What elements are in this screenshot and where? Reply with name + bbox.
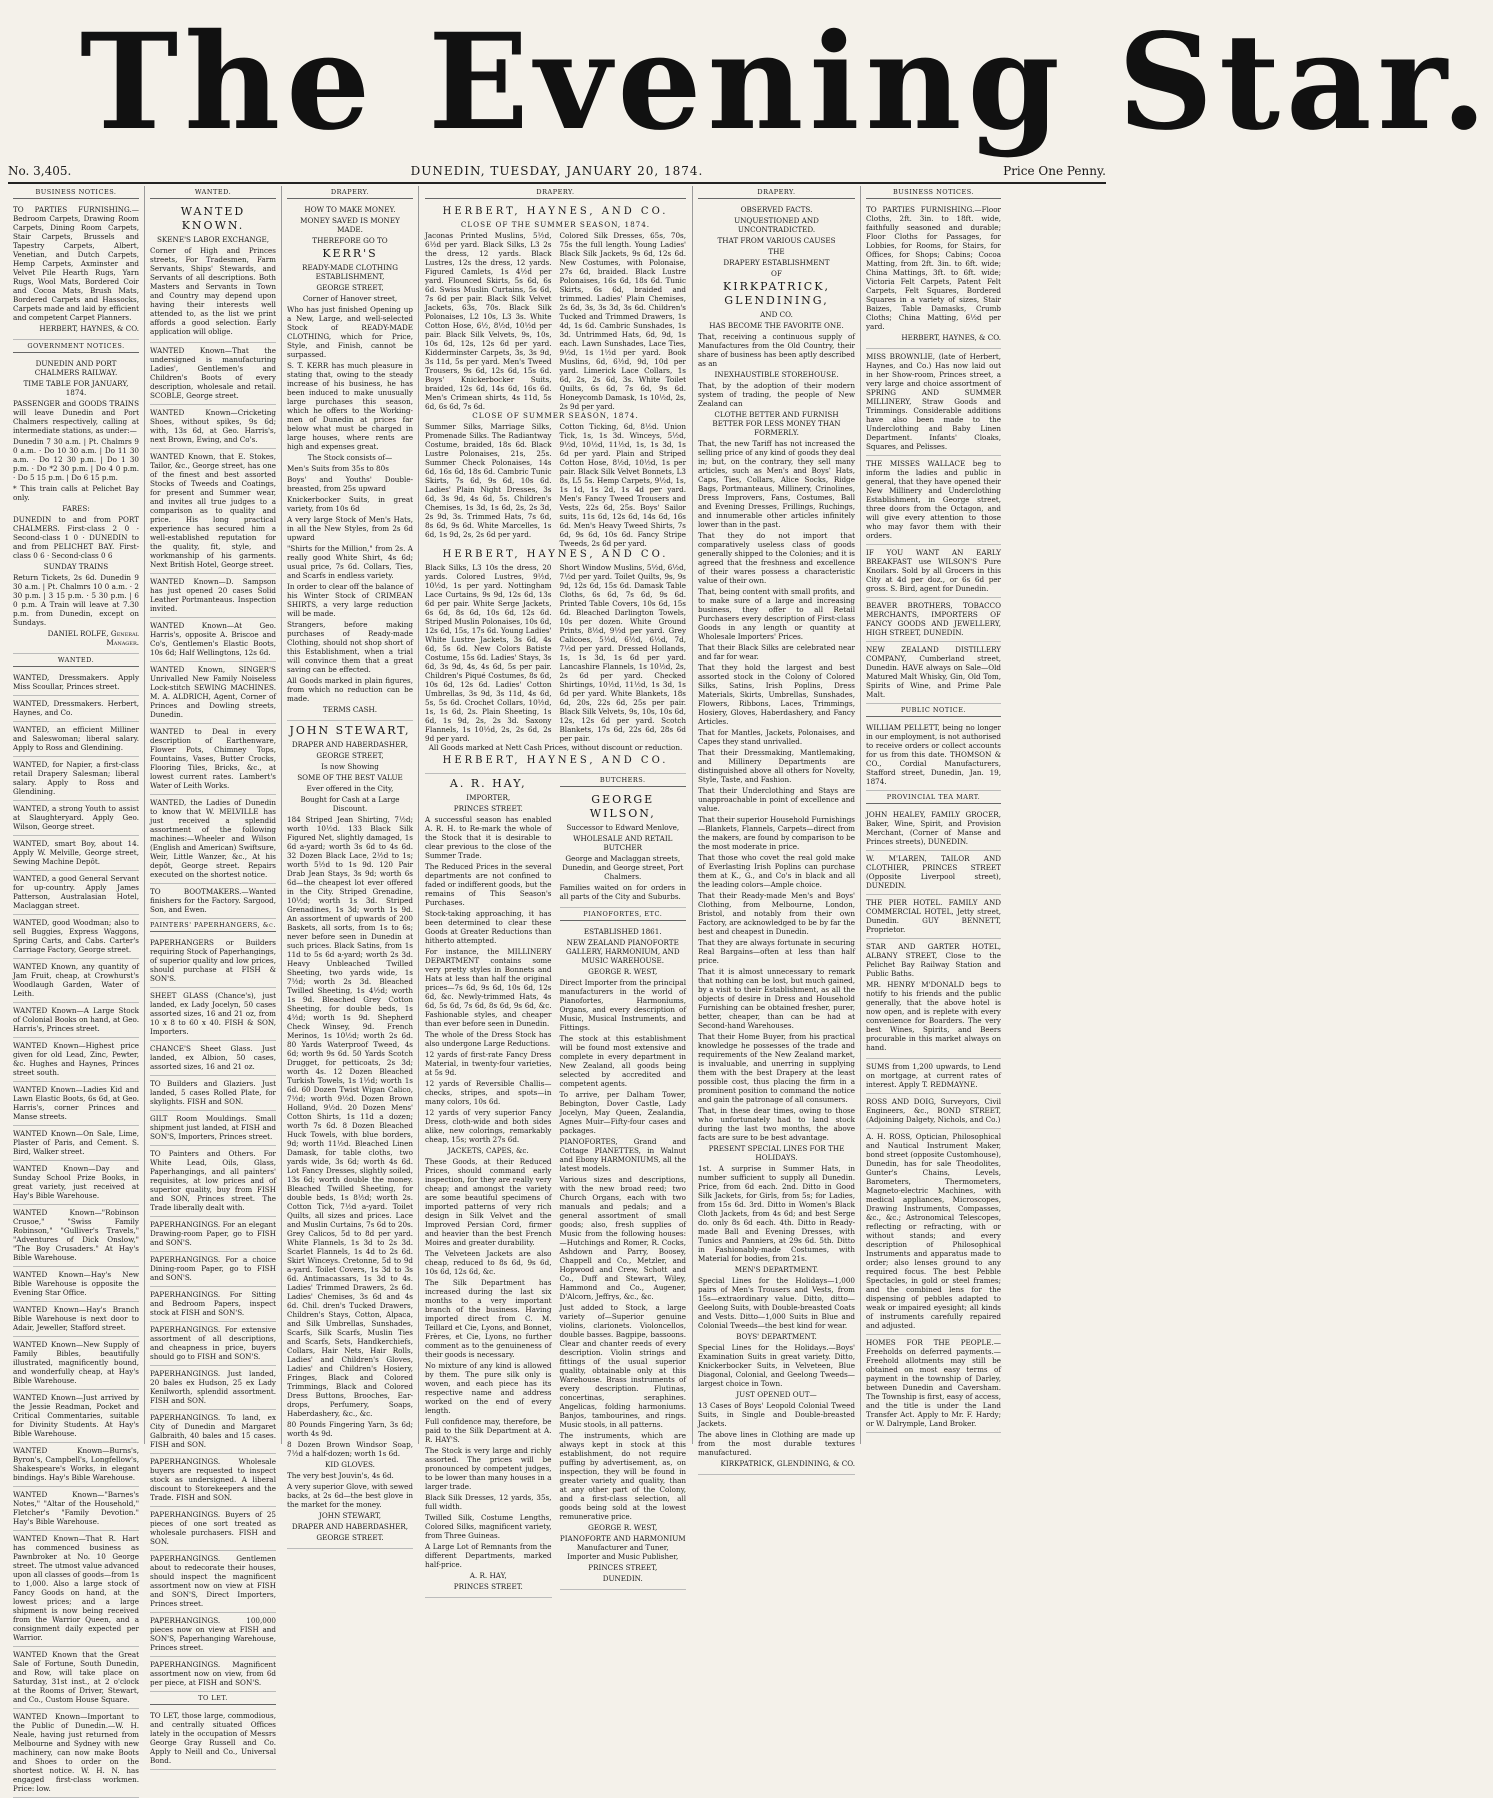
ad-line: WHOLESALE AND RETAIL BUTCHER bbox=[573, 834, 673, 852]
advertisement: WANTED Known—"Robinson Crusoe," "Swiss Family Robinson," "Gulliver's Travels," "Adventures of Dick Onslow," "The Boy Crusaders." At Hay's Bible Warehouse. bbox=[13, 1205, 139, 1267]
advertisement bbox=[866, 202, 1001, 349]
advertisement: TO BOOTMAKERS.—Wanted finishers for the Factory. Sargood, Son, and Ewen. bbox=[150, 884, 276, 919]
ad-line: DRAPER AND HABERDASHER, bbox=[291, 740, 409, 749]
advertisement: WANTED Known—Important to the Public of Dunedin.—W. H. Neale, having just returned from Melbourne and Sydney with new machinery, can now make Boots and Shoes to order on the shortest notice. W. H. N. has engaged first-class workmen. Price: low. bbox=[13, 1709, 139, 1798]
ad-subtitle: TIME TABLE FOR JANUARY, 1874. bbox=[23, 379, 129, 397]
ad-subtitle: SUNDAY TRAINS bbox=[43, 562, 109, 571]
advertisement: WANTED Known—That the undersigned is manufacturing Ladies', Gentlemen's and Children's Boots of every description, wholesale and retail. SCOBLE, George street. bbox=[150, 343, 276, 405]
timetable-rows: Dunedin 7 30 a.m. | Pt. Chalmrs 9 0 a.m. · Do 10 30 a.m. | Do 11 30 a.m. · Do 12 30 p.m. | Do 1 30 p.m. · Do *2 30 p.m. | Do 4 0 p.m. · Do 5 15 p.m. | Do 6 15 p.m. bbox=[13, 437, 139, 482]
kerr-advertisement bbox=[287, 202, 413, 721]
ad-line: PRINCES STREET. bbox=[453, 804, 523, 813]
lower-split bbox=[425, 774, 686, 1598]
ad-text: 13 Cases of Boys' Leopold Colonial Tweed Suits, in Single and Double-breasted Jackets. bbox=[698, 1401, 855, 1428]
section-heading: PUBLIC NOTICE. bbox=[866, 704, 1001, 717]
price-list-right: Cotton Ticking, 6d, 8½d. Union Tick, 1s, 1s 3d. Winceys, 5½d, 9½d, 10½d, 11½d, 1s, 1s 3d, 1s 6d per yard. Plain and Striped Cotton Hose, 8½d, 10½d, 1s per pair. Black Silk Velvet Bonnets, L3 8s, L5 5s. Hemp Carpets, 9½d, 1s, 1s 1d, 1s 2d, 1s 4d per yard. Men's Fancy Tweed Trousers and Vests, 22s 6d, 25s. Boys' Sailor suits, 11s 6d, 12s 6d, 14s 6d, 16s 6d. Men's Heavy Tweed Shirts, 7s 6d, 9s 6d, 10s 6d. Fancy Stripe Tweeds, 2s 6d per yard. bbox=[559, 422, 686, 548]
section-heading: PIANOFORTES, ETC. bbox=[560, 908, 687, 921]
section-heading: DRAPERY. bbox=[698, 186, 855, 199]
ad-line: PRINCES STREET, bbox=[588, 1563, 658, 1572]
advertisement: WANTED Known, SINGER'S Unrivalled New Family Noiseless Lock-stitch SEWING MACHINES. M. A. ALDRICH, Agent, Corner of Princes and Dowling streets, Dunedin. bbox=[150, 662, 276, 724]
ad-line: IMPORTER, bbox=[466, 793, 511, 802]
section-heading: DRAPERY. bbox=[425, 186, 686, 199]
ad-line: HOW TO MAKE MONEY. bbox=[304, 205, 396, 214]
advertisement: PAPERHANGERS or Builders requiring Stock of Paperhangings, of superior quality and low prices, should purchase at FISH & SON'S. bbox=[150, 935, 276, 988]
ad-signature: DANIEL ROLFE, General Manager. bbox=[47, 629, 139, 647]
ad-text: Boys' and Youths' Double-breasted, from 25s upward bbox=[287, 475, 413, 493]
ad-line: KID GLOVES. bbox=[325, 1460, 375, 1469]
advertisement: PAPERHANGINGS. Just landed, 20 bales ex Hudson, 25 ex Lady Kenilworth, splendid assortment. FISH and SON. bbox=[150, 1366, 276, 1410]
advertisement: PAPERHANGINGS. To land, ex City of Dunedin and Margaret Galbraith, 40 bales and 15 cases. FISH and SON. bbox=[150, 1410, 276, 1454]
ad-text: Just added to Stock, a large variety of—Superior genuine violins, clarionets. Violoncellos, double basses. Bagpipe, bassoons. Clear and chanter reeds of every description. Violin strings and fittings of the usual superior quality, obtainable only at this Warehouse. Brass instruments of every description. Flutinas, concertinas, seraphines. Angelicas, folding harmoniums. Banjos, tambourines, and rings. Music stools, in all patterns. bbox=[559, 1303, 686, 1429]
ad-line: GEORGE STREET, bbox=[316, 751, 384, 760]
column-3 bbox=[282, 186, 419, 1542]
ad-subtitle: CLOSE OF THE SUMMER SEASON, 1874. bbox=[460, 220, 651, 229]
price-list bbox=[425, 563, 686, 743]
ad-text: The Velveteen Jackets are also cheap, reduced to 8s 6d, 9s 6d, 10s 6d, 12s 6d, &c. bbox=[425, 1249, 552, 1276]
ad-text: The very best Jouvin's, 4s 6d. bbox=[287, 1471, 394, 1480]
ad-title: JOHN STEWART, bbox=[289, 724, 411, 737]
ad-text: That their Dressmaking, Mantlemaking, and Millinery Departments are distinguished above all others for Novelty, Style, Taste, and Fashion. bbox=[698, 748, 855, 784]
advertisement: WANTED Known—"Barnes's Notes," "Altar of the Household," Fletcher's "Family Devotion." Hay's Bible Warehouse. bbox=[13, 1487, 139, 1531]
ad-line: ESTABLISHED 1861. bbox=[583, 927, 662, 936]
ad-line: JOHN STEWART, bbox=[318, 1511, 382, 1520]
ad-line: DRAPER AND HABERDASHER, bbox=[291, 1522, 409, 1531]
advertisement bbox=[13, 202, 139, 340]
ar-hay-advertisement bbox=[425, 774, 552, 1598]
ad-text: Who has just finished Opening up a New, Large, and well-selected Stock of READY-MADE CLOTHING, which for Price, Style, and Finish, cannot be surpassed. bbox=[287, 305, 413, 359]
advertisement: IF YOU WANT AN EARLY BREAKFAST use WILSON'S Pure Knoilars. Sold by all Grocers in this City at 4d per doz., or 6s 6d per gross. S. Bird, agent for Dunedin. bbox=[866, 545, 1001, 598]
advertisement: JOHN HEALEY, FAMILY GROCER, Baker, Wine, Spirit, and Provision Merchant, (Corner of Manse and Princes streets), DUNEDIN. bbox=[866, 807, 1001, 851]
advertisement: WANTED Known—Burns's, Byron's, Campbell's, Longfellow's, Shakespeare's Works, in elegant bindings. Hay's Bible Warehouse. bbox=[13, 1443, 139, 1487]
ad-text: That, by the adoption of their modern system of trading, the people of New Zealand can bbox=[698, 381, 855, 408]
ad-text: Stock-taking approaching, it has been determined to clear these Goods at Greater Reductions than hitherto attempted. bbox=[425, 909, 552, 945]
advertisement: PAPERHANGINGS. For an elegant Drawing-room Paper, go to FISH and SON'S. bbox=[150, 1217, 276, 1252]
ad-text: STAR AND GARTER HOTEL, ALBANY STREET, Close to the Pelichet Bay Railway Station and Public Baths. bbox=[866, 942, 1001, 978]
john-stewart-advertisement bbox=[287, 721, 413, 1549]
advertisement: WANTED Known—At Geo. Harris's, opposite A. Briscoe and Co's, Gentlemen's Elastic Boots, 10s 6d; Half Wellingtons, 12s 6d. bbox=[150, 618, 276, 662]
advertisement: WANTED, a strong Youth to assist at Slaughteryard. Apply Geo. Wilson, George street. bbox=[13, 801, 139, 836]
section-heading: PAINTERS' PAPERHANGERS, &c. bbox=[150, 919, 276, 932]
ad-text: Knickerbocker Suits, in great variety, from 10s 6d bbox=[287, 495, 413, 513]
advertisement: WANTED Known—That R. Hart has commenced business as Pawnbroker at No. 10 George street. The utmost value advanced upon all classes of goods—from 1s to 1,000. Also a large stock of Fancy Goods on hand, at the lowest prices; and a large shipment is now being received from the Warrior Queen, and a consignment daily expected per Warrior. bbox=[13, 1531, 139, 1647]
advertisement: WILLIAM PELLETT, being no longer in our employment, is not authorised to receive orders or collect accounts for us from this date. THOMSON & CO., Cordial Manufacturers, Stafford street, Dunedin, Jan. 19, 1874. bbox=[866, 720, 1001, 791]
ad-line: George and Maclaggan streets, Dunedin, and George street, Port Chalmers. bbox=[562, 854, 684, 881]
advertisement: WANTED Known—D. Sampson has just opened 20 cases Solid Leather Portmanteaus. Inspection invited. bbox=[150, 574, 276, 618]
right-half bbox=[560, 774, 687, 1598]
butcher-advertisement bbox=[560, 790, 687, 908]
advertisement: PAPERHANGINGS. Gentlemen about to redecorate their houses, should inspect the magnificent assortment now on view at FISH and SON'S, Direct Importers, Princes street. bbox=[150, 1551, 276, 1613]
ad-text: A very large Stock of Men's Hats, in all the New Styles, from 2s 6d upward bbox=[287, 515, 413, 542]
advertisement: WANTED Known, that E. Stokes, Tailor, &c., George street, has one of the finest and best assorted Stocks of Tweeds and Coatings, for present and Summer wear, and invites all true judges to a comparison as to quality and price. His long practical experience has secured him a well-established reputation for the quality, fit, style, and workmanship of his garments. Next British Hotel, George street. bbox=[150, 449, 276, 574]
ad-title: WANTED KNOWN. bbox=[180, 205, 246, 232]
ad-line: PRINCES STREET. bbox=[453, 1582, 523, 1591]
ad-title: HERBERT, HAYNES, AND CO. bbox=[442, 549, 669, 560]
advertisement: WANTED Known—Hay's Branch Bible Warehouse is next door to Adair, Jeweller, Stafford street. bbox=[13, 1302, 139, 1337]
advertisement bbox=[150, 202, 276, 343]
column-6 bbox=[693, 186, 861, 1468]
price-list-left: Summer Silks, Marriage Silks, Promenade Silks. The Radiantway Costume, braided, 18s 6d. Black Lustre Polonaises, 21s, 25s. Summer Check Polonaises, 14s 6d, 16s 6d, 18s 6d. Cambric Tunic Skirts, 7s 6d, 9s 6d, 10s 6d. Ladies' Plain Night Dresses, 3s 6d, 3s 9d, 4s 6d, 5s. Children's Chemises, 1s 3d, 1s 6d, 2s, 2s 3d, 2s 9d, 3s. Trimmed Hats, 7s 6d, 8s 6d, 9s 6d. White Marcelles, 1s 6d, 1s 9d, 2s, 2s 6d per yard. bbox=[425, 422, 552, 539]
advertisement: NEW ZEALAND DISTILLERY COMPANY, Cumberland street, Dunedin. HAVE always on Sale—Old Matured Malt Whisky, Gin, Old Tom, Spirits of Wine, and Prime Pale Malt. bbox=[866, 642, 1001, 704]
column-2 bbox=[145, 186, 282, 1765]
advertisement: WANTED Known—Highest price given for old Lead, Zinc, Pewter, &c. Hughes and Haynes, Princes street south. bbox=[13, 1038, 139, 1082]
ad-line: JUST OPENED OUT— bbox=[736, 1390, 817, 1399]
ad-text: That they do not import that comparatively useless class of goods generally shipped to the Colonies; and it is agreed that the freshness and excellence of their wares possess a characteristic value of their own. bbox=[698, 531, 855, 585]
ad-text: That their Ready-made Men's and Boys' Clothing, from Melbourne, London, Bristol, and notably from their own Factory, are acknowledged to be by far the best and cheapest in Dunedin. bbox=[698, 891, 855, 936]
section-heading: PROVINCIAL TEA MART. bbox=[866, 791, 1001, 804]
ad-line: CLOTHE BETTER AND FURNISH BETTER FOR LESS MONEY THAN FORMERLY. bbox=[712, 410, 841, 437]
ad-text: The above lines in Clothing are made up from the most durable textures manufactured. bbox=[698, 1430, 855, 1457]
ad-line: MONEY SAVED IS MONEY MADE. bbox=[300, 216, 400, 234]
price-list-right: Short Window Muslins, 5½d, 6½d, 7½d per yard. Toilet Quilts, 9s, 9s 9d, 12s 6d, 15s 6d. Damask Table Cloths, 6s 6d, 7s 6d, 9s 6d. Printed Table Covers, 10s 6d, 15s 6d. Bleached Darlington Towels, 10s per dozen. White Ground Prints, 8½d, 9½d per yard. Grey Calicoes, 5½d, 6½d, 6½d, 7d, 7½d per yard. Dressed Hollands, 1s, 1s 3d, 1s 6d per yard. Lancashire Flannels, 1s 10½d, 2s, 2s 6d per yard. Checked Shirtings, 10½d, 11½d, 1s 3d, 1s 6d per yard. White Blankets, 18s 6d, 20s, 22s 6d, 25s per pair. Black Silk Velvets, 9s, 10s, 10s 6d, 12s, 12s 6d per yard. Scotch Blankets, 17s 6d, 22s 6d, 28s 6d per pair. bbox=[559, 563, 686, 743]
advertisement: WANTED Known that the Great Sale of Fortune, South Dunedin, and Row, will take place on Saturday, 31st inst., at 2 o'clock at the Rooms of Driver, Stewart, and Co., Custom House Square. bbox=[13, 1647, 139, 1709]
ad-line: A. R. HAY, bbox=[469, 1571, 507, 1580]
ad-subtitle: FARES: bbox=[62, 504, 90, 513]
ad-text: Black Silk Dresses, 12 yards, 35s, full width. bbox=[425, 1493, 552, 1511]
ad-line: MEN'S DEPARTMENT. bbox=[734, 1265, 819, 1274]
ad-text: That, receiving a continuous supply of Manufactures from the Old Country, their share of business has been aptly described as an bbox=[698, 332, 855, 368]
ad-signature: HERBERT, HAYNES, & CO. bbox=[39, 324, 139, 333]
price-list-left: Jaconas Printed Muslins, 5½d, 6½d per yard. Black Silks, L3 2s the dress, 12 yards. Black Lustres, 12s the dress, 12 yards. Figured Camlets, 1s 4½d per yard. Flounced Skirts, 5s 6d, 6s 6d. Swiss Muslin Curtains, 5s 6d, 7s 6d per pair. Black Silk Velvet Jackets, 63s, 70s. Black Silk Polonaises, L2 10s, L3 3s. White Cotton Hose, 6½, 8½d, 10½d per pair. Black Silk Velvets, 9s, 10s, 10s 6d, 12s, 12s 6d per yard. Kidderminster Carpets, 3s, 3s 9d, 3s 11d, 5s per yard. Men's Tweed Trousers, 9s 6d, 12s 6d, 15s 6d. Boys' Knickerbocker Suits, braided, 12s 6d, 14s 6d, 16s 6d. Men's Crimean shirts, 4s 11d, 5s 6d, 6s 6d, 7s 6d. bbox=[425, 231, 552, 411]
ad-line: TERMS CASH. bbox=[322, 705, 378, 714]
ad-line: OBSERVED FACTS. bbox=[740, 205, 813, 214]
advertisement: THE MISSES WALLACE beg to inform the ladies and public in general, that they have opened their New Millinery and Underclothing Establishment, in George street, three doors from the Octagon, and will give every attention to those who may favor them with their orders. bbox=[866, 456, 1001, 545]
place-and-date: DUNEDIN, TUESDAY, JANUARY 20, 1874. bbox=[410, 164, 704, 178]
ad-text: Corner of High and Princes streets, For Tradesmen, Farm Servants, Ships' Stewards, and Servants of all descriptions. Both Masters and Servants in Town and Country may depend upon having their interests well attended to, as the list we print affords a good selection. Early application will oblige. bbox=[150, 246, 276, 336]
ad-text: S. T. KERR has much pleasure in stating that, owing to the steady increase of his business, he has been induced to make unusually large purchases this season, which he offers to the Working-men of Dunedin at prices far below what must be charged in large houses, where rents are high and expenses great. bbox=[287, 361, 413, 451]
ad-text: That their superior Household Furnishings—Blankets, Flannels, Carpets—direct from the makers, are found by comparison to be the most moderate in price. bbox=[698, 815, 855, 851]
ad-line: SOME OF THE BEST VALUE bbox=[297, 773, 403, 782]
ad-signature: HERBERT, HAYNES, & CO. bbox=[901, 333, 1001, 342]
ad-text: The instruments, which are always kept in stock at this establishment, do not require puffing by advertisement, as, on inspection, they will be found in greater variety and quality, than at any other part of the Colony, and a first-class selection, all goods being sold at the lowest remunerative price. bbox=[559, 1431, 686, 1521]
ad-text: No mixture of any kind is allowed by them. The pure silk only is woven, and each piece has its respective name and address worked on the end of every length. bbox=[425, 1361, 552, 1415]
ad-line: GEORGE R. WEST, bbox=[588, 967, 658, 976]
price-list bbox=[425, 231, 686, 411]
ad-text: Special Lines for the Holidays.—Boys' Examination Suits in great variety. Ditto, Knickerbocker Suits, in Velveteen, Blue Diagonal, Colonial, and Geelong Tweeds—largest choice in Town. bbox=[698, 1343, 855, 1388]
dateline bbox=[8, 160, 1106, 184]
advertisement: PAPERHANGINGS. For a choice Dining-room Paper, go to FISH and SON'S. bbox=[150, 1252, 276, 1287]
ad-text: For instance, the MILLINERY DEPARTMENT contains some very pretty styles in Bonnets and Hats at less than half the original prices—7s 6d, 9s 6d, 10s 6d, 12s 6d, &c. Newly-trimmed Hats, 4s 6d, 5s 6d, 7s 6d, 8s 6d, 9s 6d, &c. Fashionable styles, and cheaper than ever before seen in Dunedin. bbox=[425, 947, 552, 1028]
advertisement: A. H. ROSS, Optician, Philosophical and Nautical Instrument Maker, bond street (opposite Customhouse), Dunedin, has for sale Theodolites, Gunter's Chains, Levels, Barometers, Thermometers, Magneto-electric Machines, with medical appliances, Microscopes, Drawing Instruments, Compasses, &c., &c.; Astronomical Telescopes, reflecting or refracting, with or without stands; and every description of Philosophical Instruments and apparatus made to order; also lenses ground to any required focus. The best Pebble Spectacles, in gold or steel frames; and the combined lens for the dispensing of pebbles adapted to weak or impaired eyesight; all kinds of instruments carefully repaired and adjusted. bbox=[866, 1129, 1001, 1335]
advertisement: CHANCE'S Sheet Glass. Just landed, ex Albion, 50 cases, assorted sizes, 16 and 21 oz. bbox=[150, 1041, 276, 1076]
advertisement: WANTED, an efficient Milliner and Saleswoman; liberal salary. Apply to Ross and Glendining. bbox=[13, 722, 139, 757]
ad-text: Various sizes and descriptions, with the new broad reed; two Church Organs, each with two manuals and pedals; and a general assortment of small goods; also, fresh supplies of Music from the following houses:—Hutchings and Romer, R. Cocks, Ashdown and Parry, Boosey, Chappell and Co., Metzler, and Hopwood and Crew, Schott and Co., Duff and Stewart, Wiley, Hammond and Co., Augener, D'Alcorn, Jeffrys, &c., &c. bbox=[559, 1175, 686, 1301]
advertisement: PAPERHANGINGS. Wholesale buyers are requested to inspect stock as undersigned. A liberal discount to Storekeepers and the Trade. FISH and SON. bbox=[150, 1454, 276, 1507]
railway-timetable bbox=[13, 356, 139, 654]
ad-text: Special Lines for the Holidays—1,000 pairs of Men's Trousers and Vests, from 15s—extraordinary value. Ditto, ditto—Geelong Suits, with Double-breasted Coats and Vests. Ditto—1,000 Suits in Blue and Colonial Tweeds—the best kind for wear. bbox=[698, 1276, 855, 1330]
advertisement: WANTED, Dressmakers. Herbert, Haynes, and Co. bbox=[13, 696, 139, 722]
section-heading: DRAPERY. bbox=[287, 186, 413, 199]
ad-line: OF bbox=[771, 269, 782, 278]
section-heading: GOVERNMENT NOTICES. bbox=[13, 340, 139, 353]
advertisement: PAPERHANGINGS. Magnificent assortment now on view, from 6d per piece, at FISH and SON'S. bbox=[150, 1657, 276, 1692]
ad-text: That those who covet the real gold make of Everlasting Irish Poplins can purchase them at K., G., and Co's in black and all the leading colors—Ample choice. bbox=[698, 853, 855, 889]
advertisement: GILT Room Mouldings. Small shipment just landed, at FISH and SON'S, Importers, Princes street. bbox=[150, 1111, 276, 1146]
ad-line: AND CO. bbox=[760, 310, 793, 319]
ad-text: 12 yards of Reversible Challis—checks, stripes, and spots—in many colors, 10s 6d. bbox=[425, 1079, 552, 1106]
advertisement: PAPERHANGINGS. Buyers of 25 pieces of one sort treated as wholesale purchasers. FISH and SON. bbox=[150, 1507, 276, 1551]
advertisement: WANTED Known—Hay's New Bible Warehouse is opposite the Evening Star Office. bbox=[13, 1267, 139, 1302]
advertisement: MISS BROWNLIE, (late of Herbert, Haynes, and Co.) Has now laid out in her Show-room, Princes street, a very large and choice assortment of SPRING AND SUMMER MILLINERY, Straw Goods and Trimmings. Considerable additions have also been made to the Underclothing and Baby Linen Department. Infants' Cloaks, Squares, and Pelisses. bbox=[866, 349, 1001, 456]
ad-text: Twilled Silk, Costume Lengths, Colored Silks, magnificent variety, from Three Guineas. bbox=[425, 1513, 552, 1540]
masthead: The Evening Star. bbox=[80, 5, 1493, 160]
advertisement: WANTED Known—A Large Stock of Colonial Books on hand, at Geo. Harris's, Princes street. bbox=[13, 1003, 139, 1038]
advertisement: WANTED Known—On Sale, Lime, Plaster of Paris, and Cement. S. Bird, Walker street. bbox=[13, 1126, 139, 1161]
ad-line: Ever offered in the City, bbox=[306, 784, 394, 793]
ad-title: KIRKPATRICK, GLENDINING, bbox=[723, 280, 830, 307]
ad-text: That their Black Silks are celebrated near and far for wear. bbox=[698, 643, 855, 661]
price-list bbox=[425, 422, 686, 548]
ad-text: That, in these dear times, owing to those who unfortunately had to land stock during the last two months, the above facts are sure to be best advantage. bbox=[698, 1106, 855, 1142]
advertisement: TO Builders and Glaziers. Just landed, 5 cases Rolled Plate, for skylights. FISH and SON. bbox=[150, 1076, 276, 1111]
ad-line: NEW ZEALAND PIANOFORTE GALLERY, HARMONIUM, AND MUSIC WAREHOUSE. bbox=[565, 938, 680, 965]
price-list-left: Black Silks, L3 10s the dress, 20 yards. Colored Lustres, 9½d, 10½d, 1s per yard. Nottingham Lace Curtains, 9s 9d, 12s 6d, 13s 6d per pair. White Serge Jackets, 6s 6d, 8s 6d, 10s 6d, 12s 6d. Striped Muslin Polonaises, 10s 6d, 12s 6d, 15s, 17s 6d. Young Ladies' White Lustre Jackets, 3s 6d, 4s 6d, 5s 6d. New Colors Batiste Costume, 15s 6d. Ladies' Stays, 3s 6d, 3s 9d, 4s, 4s 6d, 5s per pair. Children's Piqué Costumes, 8s 6d, 10s 6d, 12s 6d. Ladies' Cotton Umbrellas, 3s 9d, 3s 11d, 4s 6d, 5s, 5s 6d. Crochet Collars, 10½d, 1s, 1s 6d, 2s. Plain Sheeting, 1s 6d, 1s 9d, 2s, 2s 3d. Saxony Flannels, 1s 10½d, 2s, 2s 6d, 2s 9d per yard. bbox=[425, 563, 552, 743]
kirkpatrick-advertisement bbox=[698, 202, 855, 1475]
section-heading: BUTCHERS. bbox=[560, 774, 687, 787]
advertisement: SHEET GLASS (Chance's), just landed, ex Lady Jocelyn, 50 cases assorted sizes, 16 and 21 oz, from 10 x 8 to 60 x 40. FISH & SON, Importers. bbox=[150, 988, 276, 1041]
issue-number: No. 3,405. bbox=[8, 164, 72, 178]
ad-text: * This train calls at Pelichet Bay only. bbox=[13, 484, 139, 502]
ad-text: The Reduced Prices in the several departments are not confined to faded or indifferent goods, but the remains of This Season's Purchases. bbox=[425, 862, 552, 907]
ad-line: GEORGE STREET, bbox=[316, 283, 384, 292]
ad-text: PIANOFORTES, Grand and Cottage PIANETTES, in Walnut and Ebony HARMONIUMS, all the latest models. bbox=[559, 1137, 686, 1173]
column-4-5 bbox=[419, 186, 693, 1591]
ad-text: The whole of the Dress Stock has also undergone Large Reductions. bbox=[425, 1030, 552, 1048]
ad-title: HERBERT, HAYNES, AND CO. bbox=[442, 755, 669, 766]
ad-title: A. R. HAY, bbox=[449, 777, 527, 790]
ad-subtitle: SKENE'S LABOR EXCHANGE, bbox=[157, 235, 269, 244]
ad-text: These Goods, at their Reduced Prices, should command early inspection, for they are really very cheap; and amongst the variety are some beautiful specimens of imported patterns of very rich design in Silk Velvet and the Improved Persian Cord, firmer and heavier than the best French Moires and greater durability. bbox=[425, 1157, 552, 1247]
advertisement: SUMS from 1,200 upwards, to Lend on mortgage, at current rates of interest. Apply T. REDMAYNE. bbox=[866, 1059, 1001, 1094]
advertisement bbox=[866, 939, 1001, 1059]
ad-line: PRESENT SPECIAL LINES FOR THE HOLIDAYS. bbox=[708, 1144, 845, 1162]
ad-title: GEORGE WILSON, bbox=[589, 793, 656, 820]
advertisement: TO Painters and Others. For White Lead, Oils, Glass, Paperhangings, and all painters' requisites, at low prices and of superior quality, buy from FISH and SON, Princes street. The Trade liberally dealt with. bbox=[150, 1146, 276, 1217]
advertisement: WANTED Known—Day and Sunday School Prize Books, in great variety, just received at Hay's Bible Warehouse. bbox=[13, 1161, 139, 1205]
advertisement: PAPERHANGINGS. 100,000 pieces now on view at FISH and SON'S, Paperhanging Warehouse, Princes street. bbox=[150, 1613, 276, 1657]
section-heading: BUSINESS NOTICES. bbox=[866, 186, 1001, 199]
piano-advertisement bbox=[560, 924, 687, 1590]
advertisement: ROSS AND DOIG, Surveyors, Civil Engineers, &c., BOND STREET, (Adjoining Dalgety, Nichols, and Co.) bbox=[866, 1094, 1001, 1129]
ad-text: That they are always fortunate in securing Real Bargains—often at less than half price. bbox=[698, 938, 855, 965]
ad-line: DRAPERY ESTABLISHMENT bbox=[723, 258, 830, 267]
advertisement: WANTED, for Napier, a first-class retail Drapery Salesman; liberal salary. Apply to Ross and Glendining. bbox=[13, 757, 139, 801]
ad-line: Bought for Cash at a Large Discount. bbox=[300, 795, 400, 813]
ad-text: 1st. A surprise in Summer Hats, in number sufficient to supply all Dunedin. Price, from 6d each. 2nd. Ditto in Good Silk Jackets, for Girls, from 5s; for Ladies, from 15s 6d. 3rd. Ditto in Women's Black Cloth Jackets, from 4s 6d; and best Serge do. only 8s 6d each. 4th. Ditto in Ready-made Ball and Evening Dresses, with Tunics and Panniers, at 29s 6d. 5th. Ditto in Fashionably-made Costumes, with Material for bodies, from 21s. bbox=[698, 1164, 855, 1263]
ad-line: THAT FROM VARIOUS CAUSES bbox=[717, 236, 836, 245]
ad-line: UNQUESTIONED AND UNCONTRADICTED. bbox=[734, 216, 819, 234]
advertisement: WANTED, good Woodman; also to sell Buggies, Express Waggons, Spring Carts, and Cabs. Carter's Carriage Factory, George street. bbox=[13, 915, 139, 959]
ad-text: 12 yards of first-rate Fancy Dress Material, in twenty-four varieties, at 5s 9d. bbox=[425, 1050, 552, 1077]
ad-text: TO PARTIES FURNISHING.—Bedroom Carpets, Drawing Room Carpets, Dining Room Carpets, Stair Carpets, Brussels and Tapestry Carpets, Albert, Venetian, and Dutch Carpets, Hemp Carpets, Axminster and Velvet Pile Hearth Rugs, Yarn Rugs, Wool Mats, Bordered Coir and Cocoa Mats, Brush Mats, Bordered Carpets and Hassocks, Carpets made and laid by efficient and competent Carpet Planners. bbox=[13, 205, 139, 322]
ad-text: That, the new Tariff has not increased the selling price of any kind of goods they deal in; but, on the contrary, they sell many articles, such as Men's and Boys' Hats, Caps, Ties, Collars, Alice Socks, Ridge Bags, Portmanteaus, Millinery, Crinolines, Dress Improvers, Fans, Costumes, Ball and Evening Dresses, Frillings, Ruchings, and innumerable other articles infinitely lower than in the past. bbox=[698, 439, 855, 529]
ad-line: GEORGE STREET. bbox=[316, 1533, 384, 1542]
advertisement: BEAVER BROTHERS, TOBACCO MERCHANTS, IMPORTERS OF FANCY GOODS AND JEWELLERY, HIGH STREET, DUNEDIN. bbox=[866, 598, 1001, 642]
ad-text: 12 yards of very superior Fancy Dress, cloth-wide and both sides alike, new colorings, remarkably cheap, 15s; worth 27s 6d. bbox=[425, 1108, 552, 1144]
ad-text: A very superior Glove, with sewed backs, at 2s 6d—the best glove in the market for the money. bbox=[287, 1482, 413, 1509]
advertisement: PAPERHANGINGS. For extensive assortment of all descriptions, and cheapness in price, buyers should go to FISH and SON'S. bbox=[150, 1322, 276, 1366]
ad-text: The Stock is very large and richly assorted. The prices will be pronounced by competent judges, to be lower than many houses in a larger trade. bbox=[425, 1446, 552, 1491]
advertisement: WANTED, smart Boy, about 14. Apply W. Melville, George street, Sewing Machine Depôt. bbox=[13, 836, 139, 871]
advertisement: W. M'LAREN, TAILOR AND CLOTHIER, PRINCES STREET (Opposite Liverpool street), DUNEDIN. bbox=[866, 851, 1001, 895]
advertisement: WANTED Known—Cricketing Shoes, without spikes, 9s 6d; with, 13s 6d, at Geo. Harris's, next Brown, Ewing, and Co's. bbox=[150, 405, 276, 449]
ad-line: The Stock consists of— bbox=[307, 453, 393, 462]
price: Price One Penny. bbox=[1003, 164, 1106, 178]
ad-line: GEORGE R. WEST, bbox=[588, 1523, 658, 1532]
ad-text: Strangers, before making purchases of Ready-made Clothing, should not shop short of this Establishment, when a trial will convince them that a great saving can be effected. bbox=[287, 620, 413, 674]
ad-signature: KIRKPATRICK, GLENDINING, & CO. bbox=[720, 1459, 855, 1468]
ad-title: HERBERT, HAYNES, AND CO. bbox=[442, 206, 669, 217]
column-1 bbox=[8, 186, 145, 1793]
price-list-right: Colored Silk Dresses, 65s, 70s, 75s the full length. Young Ladies' Black Silk Jackets, 9s 6d, 12s 6d. New Costumes, with Polonaise, 27s 6d, braided. Black Lustre Polonaises, 16s 6d, 18s 6d. Tunic Skirts, 6s 6d, braided and trimmed. Ladies' Plain Chemises, 2s 6d, 3s, 3s 3d, 3s 6d. Children's Tucked and Trimmed Drawers, 1s 4d, 1s 6d. Cambric Sunshades, 1s 3d. Untrimmed Hats, 6d, 9d, 1s each. Lawn Sunshades, Lace Ties, 9½d, 1s 1½d per yard. Book Muslins, 6d, 6½d, 9d, 10d per yard. Limerick Lace Collars, 1s 6d, 2s, 2s 6d, 3s. White Toilet Quilts, 6s 6d, 7s 6d, 9s 6d. Honeycomb Damask, 1s 10½d, 2s, 2s 9d per yard. bbox=[559, 231, 686, 411]
ad-text: That, being content with small profits, and to make sure of a large and increasing business, they offer to all Retail Purchasers every description of First-class Goods in any length or quantity at Wholesale Importers' Prices. bbox=[698, 587, 855, 641]
herbert-haynes-advertisement bbox=[425, 202, 686, 774]
ad-text: That for Mantles, Jackets, Polonaises, and Capes they stand unrivalled. bbox=[698, 728, 855, 746]
fares-rows: DUNEDIN to and from PORT CHALMERS. First-class 2 0 · Second-class 1 0 · DUNEDIN to and from PELICHET BAY. First-class 0 6 · Second-class 0 6 bbox=[13, 515, 139, 560]
columns bbox=[8, 186, 1106, 1793]
ad-text: That they hold the largest and best assorted stock in the Colony of Colored Silks, Satins, Irish Poplins, Dress Materials, Skirts, Umbrellas, Sunshades, Flowers, Ribbons, Laces, Trimmings, Hosiery, Gloves, Haberdashery, and Fancy Articles. bbox=[698, 663, 855, 726]
ad-text: MR. HENRY M'DONALD begs to notify to his friends and the public generally, that the above hotel is now open, and is replete with every convenience for Boarders. The very best Wines, Spirits, and Beers procurable in this market always on hand. bbox=[866, 980, 1001, 1052]
ad-line: HAS BECOME THE FAVORITE ONE. bbox=[709, 321, 844, 330]
ad-text: Direct Importer from the principal manufacturers in the world of Pianofortes, Harmoniums, Organs, and every description of Music, Musical Instruments, and Fittings. bbox=[559, 978, 686, 1032]
ad-text: "Shirts for the Million," from 2s. A really good White Shirt, 4s 6d; usual price, 7s 6d. Collars, Ties, and Scarfs in endless variety. bbox=[287, 544, 413, 580]
ad-line: INEXHAUSTIBLE STOREHOUSE. bbox=[714, 370, 839, 379]
ad-line: All Goods marked at Nett Cash Prices, without discount or reduction. bbox=[428, 743, 683, 752]
ad-text: PASSENGER and GOODS TRAINS will leave Dunedin and Port Chalmers respectively, calling at intermediate stations, as under:— bbox=[13, 399, 139, 435]
advertisement: WANTED Known—New Supply of Family Bibles, beautifully illustrated, magnificently bound, and wonderfully cheap, at Hay's Bible Warehouse. bbox=[13, 1337, 139, 1390]
ad-text: 80 Pounds Fingering Yarn, 3s 6d; worth 4s 9d. bbox=[287, 1420, 413, 1438]
advertisement: WANTED Known, any quantity of Jam Fruit, cheap, at Crowhurst's Woodlaugh Garden, Water of Leith. bbox=[13, 959, 139, 1003]
advertisement: WANTED Known—Just arrived by the Jessie Readman, Pocket and Critical Commentaries, suitable for Divinity Students. At Hay's Bible Warehouse. bbox=[13, 1390, 139, 1443]
ad-title: KERR'S bbox=[322, 247, 378, 260]
ad-title: DUNEDIN AND PORT CHALMERS RAILWAY. bbox=[34, 359, 118, 377]
ad-line: Is now Showing bbox=[321, 762, 379, 771]
timetable-rows: Return Tickets, 2s 6d. Dunedin 9 30 a.m. | Pt. Chalmrs 10 0 a.m. · 2 30 p.m. | 3 15 p.m. · 5 30 p.m. | 6 0 p.m. A Train will leave at 7.30 p.m. from Dunedin, except on Sundays. bbox=[13, 573, 139, 627]
ad-text: All Goods marked in plain figures, from which no reduction can be made. bbox=[287, 676, 413, 703]
ad-text: TO PARTIES FURNISHING.—Floor Cloths, 2ft. 3in. to 18ft. wide, faithfully seasoned and durable; Floor Cloths for Passages, for Lobbies, for Rooms, for Stairs, for Offices, for Shops; Cabins; Cocoa Matting, from 2ft. 3in. to 6ft. wide; China Mattings, 3ft. to 6ft. wide; Victoria Felt Carpets, Patent Felt Carpets, Felt Squares, Bordered Squares in a variety of sizes, Stair Baizes, Table Damasks, Crumb Cloths; China Matting, 6½d per yard. bbox=[866, 205, 1001, 331]
ad-line: BOYS' DEPARTMENT. bbox=[736, 1332, 817, 1341]
ad-text: That it is almost unnecessary to remark that nothing can be lost, but much gained, by a visit to their Establishment, as all the objects of desire in Dress and Household Furnishing can be obtained fresher, purer, better, cheaper, than can be had at Second-hand Warehouses. bbox=[698, 967, 855, 1030]
ad-subtitle: CLOSE OF SUMMER SEASON, 1874. bbox=[472, 411, 639, 420]
ad-text: In order to clear off the balance of his Winter Stock of CRIMEAN SHIRTS, a very large reduction will be made. bbox=[287, 582, 413, 618]
ad-text: 184 Striped Jean Shirting, 7½d; worth 10½d. 133 Black Silk Figured Net, slightly damaged, 1s 6d a-yard; worth 3s 6d to 4s 6d. 32 Dozen Black Lace, 2½d to 1s; worth 5½d to 1s 9d. 120 Pair Drab Jean Stays, 3s 9d; worth 6s 6d—the cheapest lot ever offered in the City. Striped Grenadine, 10½d; worth 1s 3d. Striped Grenadines, 1s 3d; worth 1s 9d. An assortment of upwards of 200 Baskets, all sorts, from 1s to 6s; never before seen in Dunedin at such prices. Black Satins, from 1s 11d to 5s 6d a-yard; worth 2s 3d. Heavy Unbleached Twilled Sheeting, two yards wide, 1s 7½d; worth 2s 3d. Bleached Twilled Sheeting, 1s 4½d; worth 1s 9d. Bleached Grey Cotton Sheeting, for double beds, 1s 4½d; worth 1s 9d. Shepherd Check Winsey, 9d. French Merinos, 1s 10½d; worth 2s 6d. 80 Yards Waterproof Tweed, 4s 6d; worth 9s 6d. 50 Yards Scotch Drugget, for petticoats, 2s 3d; worth 4s. 12 Dozen Bleached Turkish Towels, 1s 1½d; worth 1s 6d. 60 Dozen Twist Wigan Calico, 7½d; worth 9½d. Dozen Brown Holland, 9½d. 20 Dozen Mens' Cotton Shirts, 1s 11d a dozen; worth 7s 6d. 8 Dozen Bleached Huck Towels, with blue borders, 9d; worth 11½d. Bleached Linen Damask, for table cloths, two yards wide, 3s 6d; worth 4s 6d. Lot Fancy Dresses, slightly soiled, 13s 6d; worth double the money. Bleached Twilled Sheeting, for double beds, 1s 8½d; worth 2s. Cotton Tick, 7½d a-yard. Toilet Quilts, all sizes and prices. Lace and Muslin Curtains, 7s 6d to 20s. Grey Calicos, 5d to 8d per yard. White Flannels, 1s 3d to 2s 3d. Scarlet Flannels, 1s 4d to 2s 6d. Skirt Winceys. Cretonne, 5d to 9d a-yard. Toilet Covers, 1s 3d to 3s 6d. Antimacassars, 1s 3d to 4s. Ladies' Trimmed Drawers, 2s 6d. Ladies' Chemises, 3s 6d and 4s 6d. Chil. dren's Tucked Drawers, Children's Stays, Cotton, Alpaca, and Silk Umbrellas, Sunshades, Scarfs, Silk Scarfs, Muslin Ties and Scarfs, Sets, Handkerchiefs, Collars, Hair Nets, Hair Rolls, Ladies' and Children's Gloves, Ladies' and Children's Hosiery, Fringes, Black and Colored Trimmings, Black and Colored Dress Buttons, Brooches, Ear-drops, Perfumery, Soaps, Haberdashery, &c., &c. bbox=[287, 815, 413, 1418]
ad-line: JACKETS, CAPES, &c. bbox=[447, 1146, 529, 1155]
advertisement: WANTED, Dressmakers. Apply Miss Scoullar, Princes street. bbox=[13, 670, 139, 696]
advertisement: THE PIER HOTEL. FAMILY AND COMMERCIAL HOTEL, Jetty street, Dunedin. GUY BENNETT, Proprietor. bbox=[866, 895, 1001, 939]
advertisement: WANTED to Deal in every description of Earthenware, Flower Pots, Chimney Tops, Fountains, Vases, Butter Crocks, Flooring Tiles, Bricks, &c., at lowest current rates. Lambert's Water of Leith Works. bbox=[150, 724, 276, 795]
ad-text: That their Underclothing and Stays are unapproachable in point of excellence and value. bbox=[698, 786, 855, 813]
ad-text: The stock at this establishment will be found most extensive and complete in every department in New Zealand, all goods being selected by accredited and competent agents. bbox=[559, 1034, 686, 1088]
section-heading: BUSINESS NOTICES. bbox=[13, 186, 139, 199]
advertisement: HOMES FOR THE PEOPLE.—Freeholds on deferred payments.—Freehold allotments may still be obtained on most easy terms of payment in the township of Darley, between Dunedin and Caversham. The Township is first, easy of access, and the title is under the Land Transfer Act. Apply to Mr. F. Hardy; or W. Dalrymple, Land Broker. bbox=[866, 1335, 1001, 1433]
column-7 bbox=[861, 186, 1006, 1444]
ad-text: A Large Lot of Remnants from the different Departments, marked half-price. bbox=[425, 1542, 552, 1569]
ad-line: THE bbox=[768, 247, 785, 256]
ad-text: That their Home Buyer, from his practical knowledge he possesses of the trade and requirements of the New Zealand market, is invaluable, and unerring in supplying them with the best Drapery at the least possible cost, thus placing the firm in a prominent position to command the notice and gain the patronage of all consumers. bbox=[698, 1032, 855, 1104]
section-heading: WANTED. bbox=[13, 654, 139, 667]
section-heading: WANTED. bbox=[150, 186, 276, 199]
advertisement: WANTED Known—Ladies Kid and Lawn Elastic Boots, 6s 6d, at Geo. Harris's, corner Princes and Manse streets. bbox=[13, 1082, 139, 1126]
ad-text: Men's Suits from 35s to 80s bbox=[287, 464, 389, 473]
ad-line: Corner of Hanover street, bbox=[302, 294, 398, 303]
ad-text: A successful season has enabled A. R. H. to Re-mark the whole of the Stock that it is desirable to clear previous to the close of the Summer Trade. bbox=[425, 815, 552, 860]
ad-text: The Silk Department has increased during the last six months to a very important branch of the business. Having imported direct from C. M. Teillard et Cie, Lyons, and Bonnet, Frères, et Cie, Lyons, no further comment as to the genuineness of their goods is necessary. bbox=[425, 1278, 552, 1359]
advertisement: WANTED, a good General Servant for up-country. Apply James Patterson, Australasian Hotel, Maclaggan street. bbox=[13, 871, 139, 915]
ad-line: THEREFORE GO TO bbox=[312, 236, 388, 245]
ad-line: PIANOFORTE AND HARMONIUM Manufacturer and Tuner, Importer and Music Publisher, bbox=[559, 1534, 686, 1561]
ad-line: DUNEDIN. bbox=[602, 1574, 643, 1583]
section-heading: TO LET. bbox=[150, 1692, 276, 1705]
ad-line: READY-MADE CLOTHING ESTABLISHMENT, bbox=[302, 263, 398, 281]
ad-text: Families waited on for orders in all parts of the City and Suburbs. bbox=[559, 883, 686, 901]
advertisement: PAPERHANGINGS. For Sitting and Bedroom Papers, inspect stock at FISH and SON'S. bbox=[150, 1287, 276, 1322]
ad-line: Successor to Edward Menlove, bbox=[566, 823, 680, 832]
ad-text: Full confidence may, therefore, be paid to the Silk Department at A. R. HAY'S. bbox=[425, 1417, 552, 1444]
ad-text: To arrive, per Dalham Tower, Bebington, Dover Castle, Lady Jocelyn, May Queen, Zealandia, Agnes Muir—Fifty-four cases and packages. bbox=[559, 1090, 686, 1135]
ad-text: 8 Dozen Brown Windsor Soap, 7½d a half-dozen; worth 1s 6d. bbox=[287, 1440, 413, 1458]
advertisement: WANTED, the Ladies of Dunedin to know that W. MELVILLE has just received a splendid assortment of the following machines:—Wheeler and Wilson (English and American) Swiftsure, Weir, Little Wanzer, &c., At his depôt, George street. Repairs executed on the shortest notice. bbox=[150, 795, 276, 884]
advertisement: TO LET, those large, commodious, and centrally situated Offices lately in the occupation of Messrs George Gray Russell and Co. Apply to Neill and Co., Universal Bond. bbox=[150, 1708, 276, 1770]
